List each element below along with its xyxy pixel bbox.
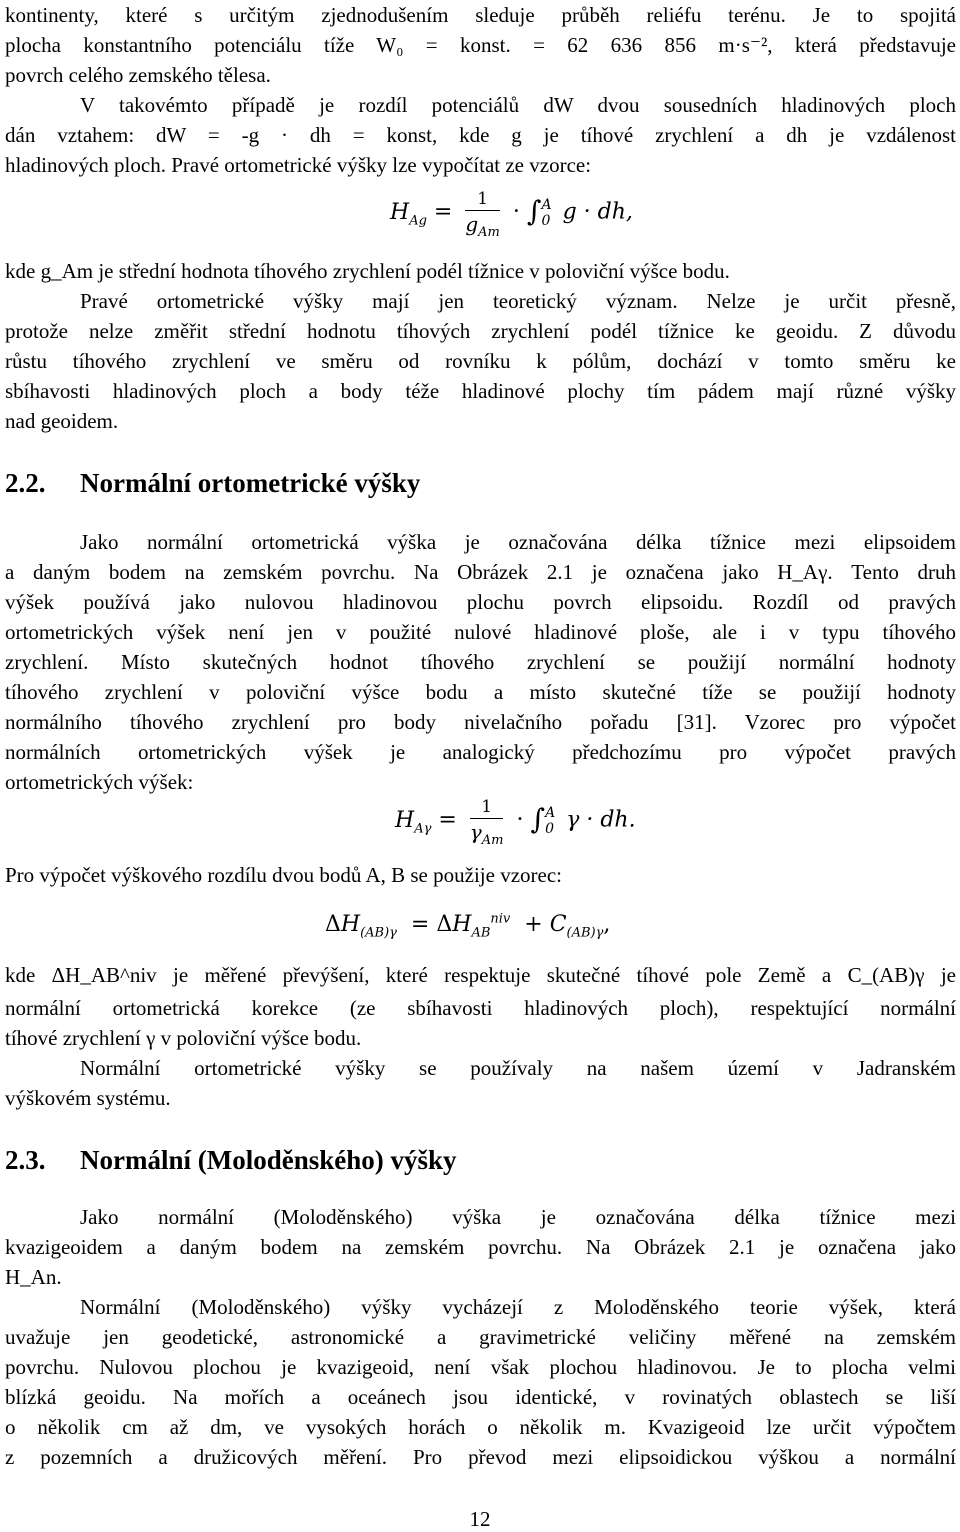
body-line: kvazigeoidem a daným bodem na zemském povrchu. Na Obrázek 2.1 je označena jako: [5, 1235, 956, 1259]
body-line: kontinenty, které s určitým zjednodušením sleduje průběh reliéfu terénu. Je to spojitá: [5, 3, 956, 27]
body-line: V takovémto případě je rozdíl potenciálů dW dvou sousedních hladinových ploch: [80, 93, 956, 117]
body-line: ortometrických výšek:: [5, 770, 194, 794]
body-line: a daným bodem na zemském povrchu. Na Obrázek 2.1 je označena jako H_Aγ. Tento druh: [5, 560, 956, 584]
body-line: o několik cm až dm, ve vysokých horách o několik m. Kvazigeoid lze určit výpočtem: [5, 1415, 956, 1439]
body-line: zrychlení. Místo skutečných hodnot tíhového zrychlení se použijí normální hodnoty: [5, 650, 956, 674]
body-line: kde ΔH_AB^niv je měřené převýšení, které respektuje skutečné tíhové pole Země a C_(AB)γ je: [5, 963, 956, 987]
body-line: normální ortometrická korekce (ze sbíhavosti hladinových ploch), respektující normální: [5, 996, 956, 1020]
body-line: Jako normální ortometrická výška je označována délka tížnice mezi elipsoidem: [80, 530, 956, 554]
body-line: růstu tíhového zrychlení ve směru od rovníku k pólům, dochází v tomto směru ke: [5, 349, 956, 373]
section-heading-2-2: [5, 466, 420, 500]
section-number: 2.3.: [5, 1145, 46, 1175]
body-line: povrchu. Nulovou plochou je kvazigeoid, není však plochou hladinovou. Je to plocha velmi: [5, 1355, 956, 1379]
body-line: ortometrických výšek není jen v použité nulové hladinové ploše, ale i v typu tíhového: [5, 620, 956, 644]
formula-height-difference: $\Delta H_{(AB)\gamma} = \Delta H_{AB}^{niv} + C_{(AB)\gamma}$,: [325, 911, 611, 941]
body-line: nad geoidem.: [5, 409, 119, 433]
body-line: povrch celého zemského tělesa.: [5, 63, 271, 87]
body-line: H_An.: [5, 1265, 62, 1289]
formula-orthometric-height: $H_{Ag}$ = $\frac{1}{g_{Am}}$ · ∫ A 0 g · dh,: [390, 189, 633, 240]
section-title: Normální ortometrické výšky: [80, 468, 421, 498]
section-title: Normální (Moloděnského) výšky: [80, 1145, 457, 1175]
body-line: Jako normální (Moloděnského) výška je označována délka tížnice mezi: [80, 1205, 956, 1229]
body-line: hladinových ploch. Pravé ortometrické výšky lze vypočítat ze vzorce:: [5, 153, 592, 177]
body-line: Normální (Moloděnského) výšky vycházejí z Moloděnského teorie výšek, která: [80, 1295, 956, 1319]
body-line: výšek používá jako nulovou hladinovou plochu povrch elipsoidu. Rozdíl od pravých: [5, 590, 956, 614]
body-line: plocha konstantního potenciálu tíže W₀ = konst. = 62 636 856 m·s⁻², která představuje: [5, 33, 956, 57]
body-line: normálního tíhového zrychlení pro body nivelačního pořadu [31]. Vzorec pro výpočet: [5, 710, 956, 734]
section-number: 2.2.: [5, 468, 46, 498]
body-line: kde g_Am je střední hodnota tíhového zrychlení podél tížnice v poloviční výšce bodu.: [5, 259, 730, 283]
body-line: Pravé ortometrické výšky mají jen teoretický význam. Nelze je určit přesně,: [80, 289, 956, 313]
section-heading-2-3: [5, 1143, 457, 1177]
formula-normal-orthometric-height: $H_{A\gamma}$ = $\frac{1}{\gamma_{Am}}$ · ∫ A 0 γ · dh.: [395, 797, 636, 848]
body-line: Pro výpočet výškového rozdílu dvou bodů A, B se použije vzorec:: [5, 863, 562, 887]
body-line: dán vztahem: dW = -g · dh = konst, kde g je tíhové zrychlení a dh je vzdálenost: [5, 123, 956, 147]
body-line: normálních ortometrických výšek je analogický předchozímu pro výpočet pravých: [5, 740, 956, 764]
body-line: Normální ortometrické výšky se používaly na našem území v Jadranském: [80, 1056, 956, 1080]
body-line: tíhového zrychlení v poloviční výšce bodu a místo skutečné tíže se použijí hodnoty: [5, 680, 956, 704]
body-line: uvažuje jen geodetické, astronomické a gravimetrické veličiny měřené na zemském: [5, 1325, 956, 1349]
body-line: blízká geoidu. Na mořích a oceánech jsou identické, v rovinatých oblastech se liší: [5, 1385, 956, 1409]
body-line: tíhové zrychlení γ v poloviční výšce bodu.: [5, 1026, 362, 1050]
page-number: 12: [469, 1507, 491, 1531]
body-line: protože nelze změřit střední hodnotu tíhových zrychlení podél tížnice ke geoidu. Z důvodu: [5, 319, 956, 343]
body-line: výškovém systému.: [5, 1086, 171, 1110]
body-line: sbíhavosti hladinových ploch a body téže hladinové plochy tím pádem mají různé výšky: [5, 379, 956, 403]
body-line: z pozemních a družicových měření. Pro převod mezi elipsoidickou výškou a normální: [5, 1445, 956, 1469]
